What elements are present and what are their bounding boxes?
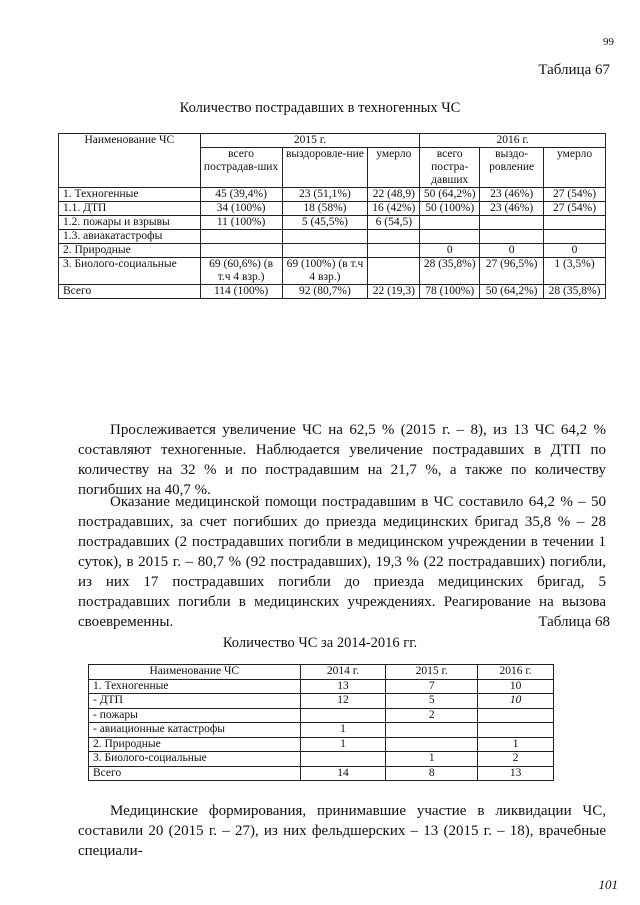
table-cell: 10	[478, 694, 554, 709]
table-cell	[480, 216, 544, 230]
table-68-label: Таблица 68	[538, 614, 610, 630]
table-row	[59, 216, 606, 230]
table-cell: 27 (96,5%)	[480, 258, 544, 285]
table-cell	[300, 708, 386, 723]
table-68-title: Количество ЧС за 2014-2016 гг.	[222, 635, 418, 651]
table-row	[89, 737, 554, 752]
table-cell: 5	[386, 694, 478, 709]
table-cell: 23 (46%)	[480, 188, 544, 202]
table-row	[59, 258, 606, 285]
table-cell: 10	[478, 679, 554, 694]
table-row	[89, 708, 554, 723]
table-67	[58, 133, 606, 299]
row-label: Всего	[59, 285, 201, 299]
table-cell: 22 (19,3)	[368, 285, 420, 299]
row-label: Всего	[89, 766, 301, 781]
table-cell: 11 (100%)	[200, 216, 282, 230]
column-header: выздо-ровление	[480, 148, 544, 188]
column-header: 2016 г.	[420, 134, 606, 148]
table-cell: 0	[480, 244, 544, 258]
table-cell: 1	[300, 737, 386, 752]
table-cell: 22 (48,9)	[368, 188, 420, 202]
table-cell	[480, 230, 544, 244]
table-cell	[544, 216, 606, 230]
table-row	[59, 244, 606, 258]
column-header: Наименование ЧС	[89, 665, 301, 680]
table-cell	[282, 230, 368, 244]
table-cell	[386, 723, 478, 738]
table-cell: 12	[300, 694, 386, 709]
table-cell: 1	[300, 723, 386, 738]
table-cell: 13	[300, 679, 386, 694]
table-cell: 69 (100%) (в т.ч 4 взр.)	[282, 258, 368, 285]
table-cell: 92 (80,7%)	[282, 285, 368, 299]
table-cell	[478, 723, 554, 738]
table-cell: 28 (35,8%)	[544, 285, 606, 299]
table-cell: 34 (100%)	[200, 202, 282, 216]
paragraph-medical-aid: Оказание медицинской помощи пострадавшим в ЧС составило 64,2 % – 50 пострадавших, за счет погибших до приезда медицинских бригад 35,8 % – 28 пострадавших (2 пострадавших погибли в медицинском учреждении в течении 1 суток), в 2015 г. – 80,7 % (92 пострадавших), 19,3 % (22 пострадавших) погибли, из них 17 пострадавших погибли до приезда медицинских бригад, 5 пострадавших погибли в медицинских учреждениях. Реагирование на вызова своевременны.	[78, 494, 606, 630]
table-cell: 27 (54%)	[544, 188, 606, 202]
table-cell: 114 (100%)	[200, 285, 282, 299]
table-row	[59, 188, 606, 202]
row-label: 3. Биолого-социальные	[89, 752, 301, 767]
table-cell: 6 (54,5)	[368, 216, 420, 230]
table-cell	[368, 258, 420, 285]
column-header: Наименование ЧС	[59, 134, 201, 188]
table-cell	[368, 244, 420, 258]
table-cell	[544, 230, 606, 244]
table-cell: 50 (64,2%)	[480, 285, 544, 299]
table-cell	[200, 230, 282, 244]
table-67-label: Таблица 67	[538, 62, 610, 78]
row-label: - ДТП	[89, 694, 301, 709]
table-cell	[300, 752, 386, 767]
table-cell: 50 (100%)	[420, 202, 480, 216]
table-cell: 0	[420, 244, 480, 258]
table-cell: 0	[544, 244, 606, 258]
table-cell	[420, 230, 480, 244]
table-cell	[420, 216, 480, 230]
table-cell: 2	[386, 708, 478, 723]
table-cell	[386, 737, 478, 752]
table-cell	[200, 244, 282, 258]
row-label: 1.2. пожары и взрывы	[59, 216, 201, 230]
table-cell: 28 (35,8%)	[420, 258, 480, 285]
table-cell: 7	[386, 679, 478, 694]
table-68	[88, 664, 554, 781]
table-cell: 45 (39,4%)	[200, 188, 282, 202]
table-row	[59, 134, 606, 148]
table-cell: 2	[478, 752, 554, 767]
row-label: 1. Техногенные	[89, 679, 301, 694]
row-label: 2. Природные	[59, 244, 201, 258]
row-label: 1.1. ДТП	[59, 202, 201, 216]
table-cell: 8	[386, 766, 478, 781]
table-cell: 1 (3,5%)	[544, 258, 606, 285]
row-label: - авиационные катастрофы	[89, 723, 301, 738]
row-label: 1.3. авиакатастрофы	[59, 230, 201, 244]
table-cell: 78 (100%)	[420, 285, 480, 299]
row-label: 1. Техногенные	[59, 188, 201, 202]
column-header: умерло	[544, 148, 606, 188]
table-cell: 1	[386, 752, 478, 767]
table-row	[59, 285, 606, 299]
table-cell	[282, 244, 368, 258]
column-header: выздоровле-ние	[282, 148, 368, 188]
handwritten-page-number: 101	[598, 877, 618, 892]
table-row	[89, 766, 554, 781]
table-cell: 16 (42%)	[368, 202, 420, 216]
table-row	[89, 694, 554, 709]
table-row	[89, 679, 554, 694]
table-cell	[478, 708, 554, 723]
table-67-title: Количество пострадавших в техногенных ЧС	[179, 100, 461, 116]
table-cell: 18 (58%)	[282, 202, 368, 216]
column-header: 2015 г.	[386, 665, 478, 680]
paragraph-increase: Прослеживается увеличение ЧС на 62,5 % (2015 г. – 8), из 13 ЧС 64,2 % составляют техногенные. Наблюдается увеличение пострадавших в ДТП по количеству на 32 % и по пострадавшим на 21,7 %, а также по количеству погибших на 40,7 %.	[78, 422, 606, 498]
table-row	[59, 230, 606, 244]
table-cell: 69 (60,6%) (в т.ч 4 взр.)	[200, 258, 282, 285]
table-row	[89, 665, 554, 680]
row-label: - пожары	[89, 708, 301, 723]
table-cell: 27 (54%)	[544, 202, 606, 216]
table-row	[89, 723, 554, 738]
row-label: 3. Биолого-социальные	[59, 258, 201, 285]
column-header: всего постра-давших	[420, 148, 480, 188]
table-cell: 14	[300, 766, 386, 781]
table-cell: 13	[478, 766, 554, 781]
column-header: умерло	[368, 148, 420, 188]
table-row	[89, 752, 554, 767]
table-cell: 5 (45,5%)	[282, 216, 368, 230]
table-cell	[368, 230, 420, 244]
row-label: 2. Природные	[89, 737, 301, 752]
column-header: 2016 г.	[478, 665, 554, 680]
page-number: 99	[603, 36, 614, 48]
table-cell: 50 (64,2%)	[420, 188, 480, 202]
table-cell: 1	[478, 737, 554, 752]
column-header: 2014 г.	[300, 665, 386, 680]
column-header: всего пострадав-ших	[200, 148, 282, 188]
table-row	[59, 202, 606, 216]
table-cell: 23 (46%)	[480, 202, 544, 216]
paragraph-formations: Медицинские формирования, принимавшие участие в ликвидации ЧС, составили 20 (2015 г. – 27), из них фельдшерских – 13 (2015 г. – 18), врачебные специали-	[78, 803, 606, 859]
column-header: 2015 г.	[200, 134, 420, 148]
table-cell: 23 (51,1%)	[282, 188, 368, 202]
